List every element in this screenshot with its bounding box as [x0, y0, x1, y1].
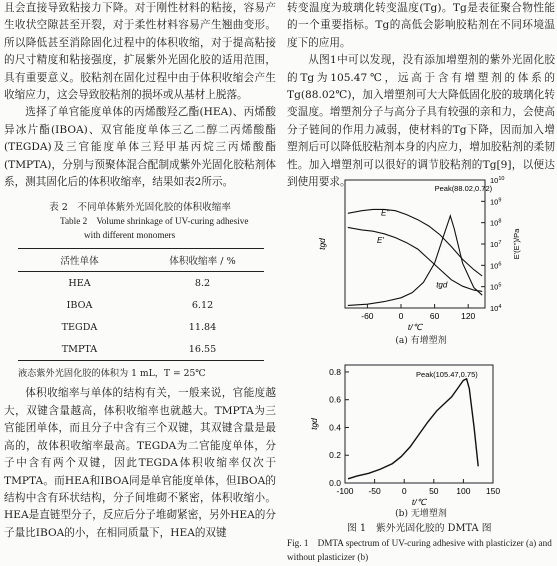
table-cell: 8.2: [194, 277, 211, 289]
table-row: [18, 272, 264, 295]
y-tick-label: 0.8: [329, 366, 341, 377]
figure-a-label: (a) 有增塑剂: [395, 336, 447, 346]
figure-b-label: (b) 无增塑剂: [395, 509, 447, 519]
series-line: [348, 216, 482, 306]
dmta-chart-a: [287, 172, 555, 332]
table-caption-en-2: with different monomers: [84, 230, 176, 241]
table-cell: HEA: [68, 277, 91, 289]
right-column: [287, 0, 555, 566]
paragraph: 选择了单官能度单体的丙烯酸羟乙酯(HEA)、丙烯酸异冰片酯(IBOA)、双官能度单体三乙二醇二丙烯酸酯(TEGDA)及三官能度单体三羟甲基丙烷三丙烯酸酯(TMPTA)，分别与预聚体混合配制成紫外光固化胶粘剂体系，测其固化后的体积收缩率，结果如表2所示。: [4, 106, 276, 189]
table-cell: IBOA: [66, 299, 93, 311]
dmta-chart-b: [287, 357, 555, 507]
y-axis-label: tgd: [309, 418, 319, 430]
figure-caption-en: Fig. 1 DMTA spectrum of UV-curing adhesive with plasticizer (a) and without plasticizer (b): [287, 538, 552, 562]
y-tick-label: 0.0: [329, 478, 341, 488]
x-tick-label: 60: [429, 311, 440, 321]
table-row: [18, 294, 264, 316]
paragraph: 体积收缩率与单体的结构有关，一般来说，官能度越大，双键含量越高，体积收缩率也就越大。TMPTA为三官能团单体，而且分子中含有三个双键，其双键含量是最高的，故体积收缩率最高。TEGDA为二官能度单体，分子中含有两个双键，因此TEGDA体积收缩率仅次于TMPTA。而HEA和IBOA同是单官能度单体，但IBOA的结构中含有环状结构，分子间堆砌不紧密，体积收缩小。HEA是直链型分子，反应后分子堆砌紧密，另外HEA的分子量比IBOA的小，在相同质量下，HEA的双键: [4, 387, 276, 539]
left-column: [4, 0, 276, 542]
table-header: 体积收缩率 / %: [141, 249, 264, 272]
y-axis-label: tgd: [317, 238, 327, 250]
x-tick-label: -60: [361, 311, 374, 321]
series-line: [348, 379, 478, 479]
figure-caption-zh: 图 1 紫外光固化胶的 DMTA 图: [347, 523, 492, 534]
y-right-tick-label: $10^5$: [490, 282, 502, 292]
y-right-tick-label: $10^7$: [490, 240, 502, 249]
y-right-tick-label: $10^6$: [490, 261, 502, 271]
plot-frame: [345, 365, 493, 483]
table-cell: 11.84: [188, 321, 217, 333]
series-label: E': [377, 236, 384, 246]
plot-frame: [345, 180, 485, 308]
table-cell: TEGDA: [61, 321, 98, 333]
peak-annotation: Peak(105.47,0.75): [416, 370, 478, 379]
table-caption-zh: 表 2 不同单体紫外光固化胶的体积收缩率: [49, 202, 231, 214]
x-tick-label: -50: [368, 486, 381, 496]
peak-annotation: Peak(88.02,0.72): [434, 184, 493, 193]
shrinkage-table: [18, 248, 264, 361]
table-cell: 6.12: [191, 299, 214, 311]
x-axis-label: t/℃: [407, 322, 423, 332]
x-tick-label: 0: [401, 486, 407, 496]
series-line: [348, 209, 482, 276]
y-right-tick-label: $10^9$: [490, 197, 502, 207]
x-tick-label: 100: [456, 486, 471, 496]
table-cell: 16.55: [141, 338, 264, 361]
x-axis-label: t/℃: [411, 497, 427, 507]
x-tick-label: 50: [429, 486, 439, 496]
series-label: E'': [381, 208, 390, 218]
table-note: 液态紫外光固化胶的体积为 1 mL，T = 25℃: [18, 368, 206, 380]
paragraph: 且会直接导致粘接力下降。对于刚性材料的粘接，容易产生收状空隙甚至开裂，对于柔性材料容易产生翘曲变形。所以降低甚至消除固化过程中的体积收缩，对于提高粘接的尺寸精度和粘接强度，扩展紫外光固化胶的适用范围，具有重要意义。胶粘剂在固化过程中由于体积收缩会产生收缩应力，这会导致胶粘剂的损坏或从基材上脱落。: [4, 2, 276, 102]
y-right-tick-label: $10^{10}$: [490, 176, 505, 185]
table-row: [18, 316, 264, 338]
table-row: [18, 338, 264, 361]
x-tick-label: 120: [461, 311, 476, 321]
y-right-axis-label: E'(E'')/Pa: [512, 228, 521, 260]
paragraph: 从图1中可以发现，没有添加增塑剂的紫外光固化胶的Tg为105.47℃，远高于含有增塑剂的体系的Tg(88.02℃)，加入增塑剂可大大降低固化胶的玻璃化转变温度。增塑剂分子与高分子具有较强的亲和力，会使高分子链间的作用力减弱，使材料的Tg下降，因而加入增塑剂后可以降低胶粘剂本身的内应力，增加胶粘剂的柔韧性。加入增塑剂可以很好的调节胶粘剂的Tg[9]，以便达到使用要求。: [287, 54, 555, 189]
table-cell: TMPTA: [18, 338, 141, 361]
table-caption-en: Table 2 Volume shrinkage of UV-curing adhesive: [60, 216, 249, 227]
y-right-tick-label: $10^4$: [490, 304, 502, 313]
x-tick-label: 0: [398, 311, 404, 321]
series-label: tgd: [436, 280, 448, 290]
y-tick-label: 0.2: [329, 450, 341, 461]
table-header: 活性单体: [18, 249, 141, 272]
y-right-tick-label: $10^8$: [490, 218, 502, 228]
x-tick-label: -100: [336, 486, 354, 496]
paragraph: 转变温度为玻璃化转变温度(Tg)。Tg是表征聚合物性能的一个重要指标。Tg的高低会影响胶粘剂在不同环境温度下的应用。: [287, 2, 555, 49]
y-tick-label: 0.4: [329, 422, 341, 433]
y-tick-label: 0.6: [329, 394, 341, 405]
x-tick-label: 150: [485, 486, 501, 496]
